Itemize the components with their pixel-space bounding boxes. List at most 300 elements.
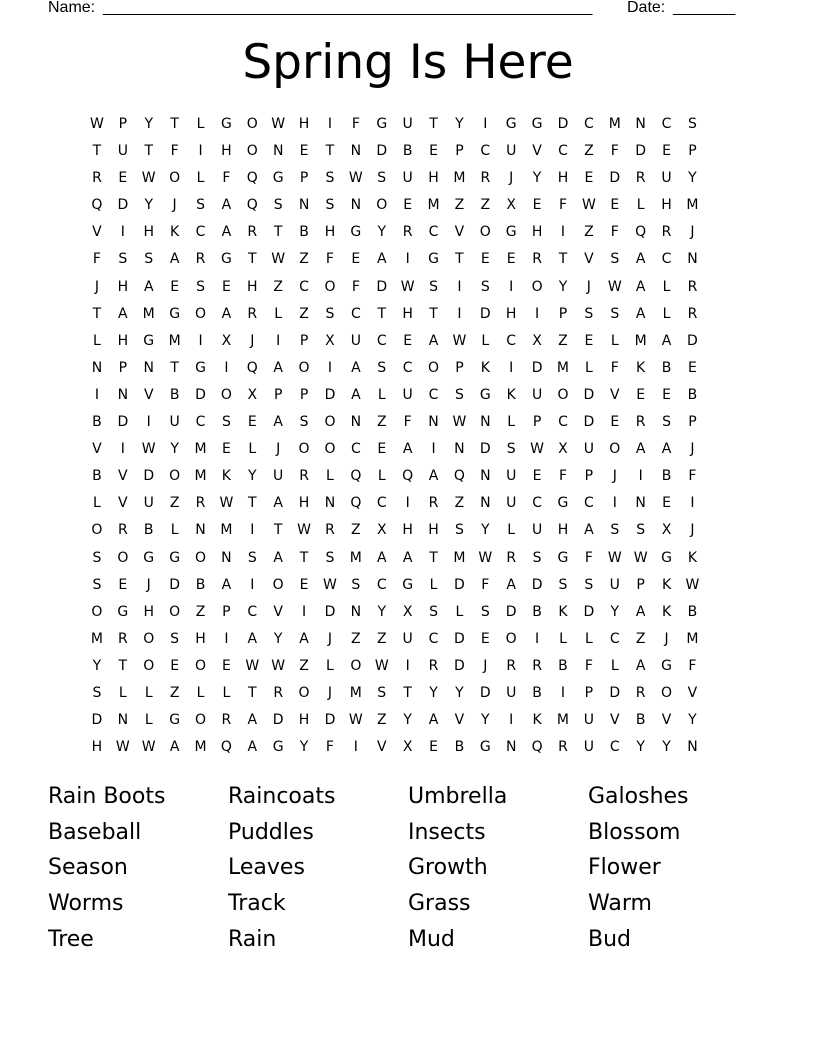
grid-letter: G: [143, 549, 155, 566]
grid-letter: E: [351, 251, 361, 268]
grid-letter: Y: [248, 468, 257, 485]
grid-row: [84, 301, 732, 328]
grid-letter: Y: [92, 657, 102, 674]
grid-letter: O: [298, 359, 310, 376]
grid-letter: V: [454, 224, 465, 241]
grid-letter: T: [429, 305, 438, 322]
grid-letter: D: [91, 712, 103, 729]
grid-letter: K: [687, 549, 698, 566]
grid-letter: X: [558, 441, 568, 458]
grid-letter: I: [276, 332, 281, 349]
grid-letter: P: [688, 143, 697, 160]
grid-letter: M: [686, 197, 699, 214]
grid-letter: U: [402, 386, 413, 403]
grid-letter: A: [635, 251, 646, 268]
grid-letter: L: [636, 197, 645, 214]
grid-letter: F: [170, 143, 179, 160]
grid-letter: Y: [377, 603, 387, 620]
grid-letter: C: [583, 116, 594, 132]
grid-row: [84, 734, 732, 761]
grid-letter: F: [610, 224, 619, 241]
grid-letter: T: [170, 359, 179, 376]
grid-letter: N: [91, 359, 103, 376]
grid-letter: D: [117, 414, 129, 431]
grid-letter: S: [144, 251, 154, 268]
grid-letter: A: [169, 251, 180, 268]
grid-letter: U: [506, 495, 517, 512]
grid-letter: N: [195, 522, 206, 539]
grid-letter: E: [118, 576, 128, 593]
grid-letter: E: [429, 739, 438, 756]
grid-letter: G: [661, 549, 672, 566]
grid-letter: O: [169, 603, 181, 620]
grid-letter: Z: [299, 251, 309, 268]
grid-letter: A: [221, 576, 232, 593]
grid-letter: S: [610, 522, 620, 539]
grid-letter: Y: [455, 116, 464, 132]
grid-letter: W: [607, 278, 622, 295]
grid-letter: H: [324, 224, 336, 241]
grid-letter: Y: [532, 170, 542, 187]
grid-letter: A: [428, 468, 439, 485]
grid-letter: O: [272, 576, 284, 593]
grid-letter: V: [143, 386, 154, 403]
grid-letter: A: [661, 441, 672, 458]
grid-letter: L: [274, 305, 283, 322]
grid-letter: I: [198, 143, 203, 160]
grid-letter: S: [558, 576, 568, 593]
grid-letter: S: [662, 414, 671, 431]
grid-letter: T: [92, 305, 102, 322]
grid-letter: L: [118, 684, 127, 701]
grid-letter: A: [635, 657, 646, 674]
grid-letter: W: [271, 657, 286, 674]
grid-letter: Y: [662, 739, 671, 756]
grid-letter: Y: [144, 197, 153, 214]
grid-letter: W: [607, 549, 622, 566]
grid-letter: U: [506, 468, 517, 485]
grid-letter: D: [376, 143, 388, 160]
grid-letter: H: [143, 603, 154, 620]
grid-letter: N: [687, 251, 698, 268]
grid-letter: L: [326, 468, 334, 485]
grid-letter: R: [299, 468, 309, 485]
grid-letter: Z: [635, 630, 646, 647]
grid-letter: Q: [246, 170, 258, 187]
grid-letter: E: [170, 657, 180, 674]
grid-letter: B: [299, 224, 309, 241]
grid-letter: U: [583, 712, 594, 729]
grid-letter: R: [247, 224, 258, 241]
word-bank-item: Umbrella: [408, 784, 508, 809]
grid-letter: C: [350, 441, 361, 458]
grid-letter: G: [169, 712, 181, 729]
word-bank-item: Tree: [48, 926, 94, 952]
grid-letter: I: [224, 359, 229, 376]
grid-letter: R: [117, 522, 128, 539]
grid-letter: E: [247, 414, 257, 431]
grid-letter: F: [688, 657, 697, 674]
grid-letter: I: [560, 224, 566, 241]
grid-letter: S: [221, 414, 231, 431]
grid-letter: I: [405, 495, 410, 512]
grid-letter: R: [532, 251, 542, 268]
name-field[interactable]: _______________________________________________________: [103, 0, 593, 16]
grid-letter: Z: [480, 197, 491, 214]
grid-letter: S: [377, 170, 387, 187]
grid-letter: P: [532, 414, 542, 431]
grid-row: [84, 274, 732, 301]
grid-letter: E: [610, 197, 620, 214]
grid-letter: O: [91, 603, 103, 620]
grid-letter: I: [560, 684, 566, 701]
grid-letter: R: [635, 684, 646, 701]
grid-letter: H: [143, 224, 154, 241]
grid-letter: D: [117, 197, 129, 214]
grid-letter: W: [633, 549, 648, 566]
grid-letter: D: [557, 116, 569, 132]
grid-letter: N: [350, 143, 362, 160]
grid-letter: R: [273, 684, 284, 701]
grid-letter: I: [146, 414, 151, 431]
grid-letter: N: [635, 495, 646, 512]
grid-letter: E: [532, 468, 542, 485]
grid-letter: R: [687, 278, 698, 295]
grid-letter: B: [402, 143, 413, 160]
grid-letter: W: [141, 739, 156, 756]
grid-letter: I: [198, 332, 203, 349]
grid-letter: C: [609, 739, 620, 756]
grid-letter: N: [635, 116, 646, 132]
grid-letter: H: [91, 739, 103, 756]
grid-letter: A: [635, 441, 646, 458]
grid-letter: I: [250, 522, 255, 539]
grid-letter: A: [273, 495, 283, 512]
grid-letter: H: [428, 522, 439, 539]
grid-letter: S: [273, 197, 283, 214]
grid-row: [84, 545, 732, 572]
grid-letter: N: [117, 386, 129, 403]
grid-letter: Y: [610, 603, 620, 620]
grid-letter: W: [271, 116, 286, 132]
grid-letter: F: [325, 251, 334, 268]
grid-letter: N: [298, 197, 310, 214]
grid-letter: S: [92, 549, 102, 566]
grid-letter: D: [531, 359, 543, 376]
grid-letter: C: [402, 359, 413, 376]
grid-letter: E: [403, 197, 413, 214]
grid-letter: F: [558, 197, 567, 214]
grid-letter: E: [610, 414, 620, 431]
grid-letter: L: [196, 684, 205, 701]
grid-letter: M: [556, 359, 570, 376]
grid-letter: O: [557, 386, 569, 403]
grid-letter: T: [273, 224, 283, 241]
grid-letter: Y: [377, 224, 387, 241]
grid-row: [84, 490, 732, 517]
grid-letter: D: [479, 441, 491, 458]
grid-letter: A: [402, 549, 413, 566]
grid-letter: W: [245, 657, 260, 674]
grid-letter: S: [377, 684, 387, 701]
grid-letter: S: [584, 305, 594, 322]
grid-letter: J: [276, 441, 281, 458]
grid-letter: Y: [170, 441, 179, 458]
grid-letter: R: [428, 657, 439, 674]
grid-row: [84, 328, 732, 355]
grid-letter: H: [298, 116, 310, 132]
grid-letter: W: [685, 576, 700, 593]
grid-letter: N: [350, 414, 362, 431]
grid-letter: I: [483, 116, 488, 132]
grid-letter: D: [376, 278, 388, 295]
grid-letter: Y: [273, 630, 283, 647]
grid-letter: D: [687, 332, 698, 349]
grid-letter: C: [583, 495, 594, 512]
grid-letter: X: [325, 332, 335, 349]
grid-letter: K: [636, 359, 646, 376]
grid-letter: N: [454, 441, 465, 458]
grid-letter: P: [299, 386, 309, 403]
grid-letter: A: [635, 603, 646, 620]
grid-letter: P: [118, 359, 128, 376]
grid-letter: H: [505, 305, 517, 322]
grid-row: [84, 599, 732, 626]
grid-letter: A: [169, 739, 180, 756]
grid-letter: S: [610, 251, 620, 268]
grid-letter: U: [402, 170, 413, 187]
grid-letter: Q: [246, 197, 258, 214]
grid-letter: N: [324, 495, 336, 512]
grid-letter: R: [506, 549, 517, 566]
grid-row: [84, 653, 732, 680]
page-title: Spring Is Here: [242, 35, 574, 90]
word-bank-item: Raincoats: [228, 784, 336, 809]
grid-letter: E: [221, 278, 231, 295]
grid-letter: C: [428, 386, 439, 403]
grid-letter: A: [376, 549, 387, 566]
grid-letter: V: [118, 495, 128, 512]
grid-letter: T: [118, 657, 128, 674]
grid-letter: R: [92, 170, 102, 187]
grid-letter: H: [298, 712, 310, 729]
grid-letter: M: [142, 305, 155, 322]
grid-letter: I: [457, 278, 462, 295]
grid-letter: I: [353, 739, 358, 756]
grid-letter: Z: [273, 278, 283, 295]
grid-letter: G: [117, 603, 129, 620]
grid-letter: M: [427, 197, 440, 214]
grid-letter: W: [452, 332, 467, 349]
grid-letter: T: [248, 495, 257, 512]
word-bank-item: Bud: [588, 926, 632, 952]
grid-letter: N: [687, 739, 698, 756]
grid-letter: C: [299, 278, 309, 295]
grid-letter: C: [506, 332, 517, 349]
grid-letter: C: [195, 224, 206, 241]
grid-letter: N: [350, 603, 362, 620]
grid-letter: D: [505, 603, 517, 620]
grid-letter: L: [248, 441, 257, 458]
grid-letter: V: [532, 143, 542, 160]
grid-letter: U: [531, 522, 543, 539]
grid-letter: F: [351, 116, 360, 132]
grid-letter: O: [376, 197, 388, 214]
grid-letter: W: [348, 170, 363, 187]
grid-letter: A: [247, 630, 258, 647]
grid-letter: Z: [558, 332, 568, 349]
grid-letter: B: [169, 386, 180, 403]
grid-letter: T: [429, 116, 438, 132]
grid-letter: K: [661, 576, 672, 593]
grid-letter: Q: [402, 468, 414, 485]
grid-letter: F: [403, 414, 412, 431]
grid-letter: T: [144, 143, 153, 160]
grid-letter: I: [120, 224, 125, 241]
grid-letter: U: [169, 414, 180, 431]
grid-row: [84, 192, 732, 219]
grid-letter: Z: [584, 224, 594, 241]
grid-letter: W: [297, 522, 311, 539]
grid-letter: M: [194, 468, 207, 485]
grid-letter: S: [325, 305, 335, 322]
grid-letter: E: [662, 386, 671, 403]
grid-letter: O: [194, 305, 207, 322]
grid-letter: A: [221, 197, 232, 214]
grid-letter: L: [584, 359, 593, 376]
grid-letter: Z: [299, 305, 309, 322]
grid-letter: S: [325, 197, 335, 214]
grid-letter: N: [272, 143, 284, 160]
grid-letter: T: [248, 684, 257, 701]
grid-letter: O: [169, 468, 181, 485]
grid-letter: W: [530, 441, 544, 458]
grid-letter: S: [454, 386, 464, 403]
grid-letter: D: [195, 386, 206, 403]
grid-letter: A: [402, 441, 413, 458]
grid-letter: J: [327, 630, 333, 647]
grid-letter: D: [531, 576, 543, 593]
date-field[interactable]: _______: [673, 0, 736, 16]
grid-letter: F: [481, 576, 490, 593]
grid-letter: L: [326, 657, 334, 674]
grid-letter: Y: [429, 684, 438, 701]
grid-letter: O: [479, 224, 491, 241]
grid-letter: T: [325, 143, 335, 160]
grid-letter: Q: [453, 468, 465, 485]
grid-letter: E: [480, 630, 490, 647]
grid-letter: L: [196, 116, 205, 132]
grid-letter: L: [610, 332, 619, 349]
grid-letter: D: [479, 684, 491, 701]
grid-letter: J: [94, 278, 100, 295]
grid-letter: J: [327, 684, 333, 701]
grid-row: [84, 355, 732, 382]
grid-letter: W: [581, 197, 596, 214]
grid-letter: L: [144, 684, 153, 701]
grid-letter: A: [428, 332, 439, 349]
grid-letter: K: [532, 712, 542, 729]
word-bank-item: Growth: [408, 855, 488, 881]
grid-letter: Q: [246, 359, 258, 376]
grid-letter: A: [118, 305, 128, 322]
grid-letter: C: [532, 495, 542, 512]
grid-letter: W: [400, 278, 415, 295]
grid-letter: Y: [481, 712, 490, 729]
grid-letter: E: [532, 197, 542, 214]
grid-letter: P: [273, 386, 283, 403]
grid-letter: A: [506, 576, 516, 593]
grid-letter: O: [246, 116, 258, 132]
grid-letter: N: [505, 739, 517, 756]
grid-letter: S: [196, 278, 205, 295]
grid-letter: I: [94, 386, 100, 403]
grid-letter: V: [609, 712, 620, 729]
grid-letter: H: [117, 278, 129, 295]
grid-letter: D: [324, 386, 336, 403]
grid-letter: C: [376, 495, 387, 512]
grid-letter: A: [428, 712, 439, 729]
grid-row: [84, 463, 732, 490]
grid-letter: W: [323, 576, 337, 593]
grid-letter: M: [686, 630, 699, 647]
grid-letter: D: [272, 712, 284, 729]
grid-letter: J: [250, 332, 255, 349]
grid-letter: S: [532, 549, 542, 566]
grid-letter: H: [557, 522, 569, 539]
grid-letter: V: [92, 441, 102, 458]
grid-letter: O: [531, 278, 543, 295]
grid-letter: U: [506, 684, 517, 701]
grid-letter: D: [454, 657, 465, 674]
grid-letter: I: [405, 251, 410, 268]
grid-letter: U: [583, 739, 594, 756]
grid-letter: X: [247, 386, 258, 403]
grid-letter: N: [480, 495, 491, 512]
grid-letter: T: [273, 522, 283, 539]
grid-letter: L: [93, 495, 101, 512]
grid-letter: O: [246, 143, 258, 160]
grid-letter: E: [636, 386, 646, 403]
grid-letter: S: [351, 576, 361, 593]
grid-letter: G: [350, 224, 362, 241]
grid-row: [84, 517, 732, 544]
grid-letter: N: [428, 414, 439, 431]
grid-letter: Z: [351, 522, 361, 539]
grid-letter: H: [117, 332, 129, 349]
grid-letter: Z: [169, 684, 180, 701]
grid-letter: C: [480, 143, 491, 160]
grid-letter: G: [143, 332, 155, 349]
grid-letter: Y: [636, 739, 645, 756]
grid-letter: R: [402, 224, 413, 241]
grid-letter: P: [636, 576, 645, 593]
grid-letter: F: [610, 143, 619, 160]
grid-letter: I: [120, 441, 125, 458]
grid-letter: E: [662, 495, 671, 512]
grid-row: [84, 246, 732, 273]
grid-letter: C: [376, 576, 387, 593]
grid-letter: J: [690, 224, 695, 241]
grid-letter: N: [480, 468, 491, 485]
grid-letter: U: [143, 495, 154, 512]
grid-letter: X: [402, 603, 413, 620]
grid-letter: F: [92, 251, 101, 268]
grid-letter: F: [610, 359, 619, 376]
grid-letter: L: [507, 414, 516, 431]
grid-letter: A: [299, 630, 309, 647]
grid-letter: L: [662, 278, 671, 295]
